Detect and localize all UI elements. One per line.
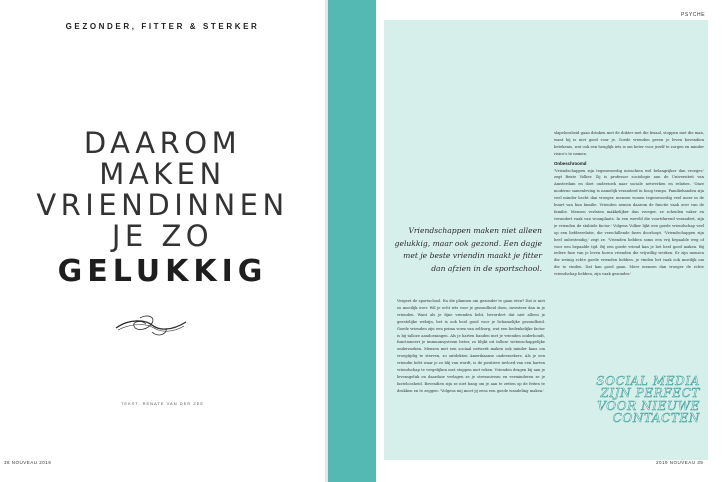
left-page bbox=[0, 0, 325, 482]
body-column-right bbox=[554, 130, 704, 360]
subheading: Onbeschroomd bbox=[554, 160, 587, 166]
headline-line-4: JE ZO bbox=[111, 219, 214, 253]
callout-line-3: VOOR NIEUWE bbox=[597, 398, 700, 413]
kicker: GEZONDER, FITTER & STERKER bbox=[65, 22, 260, 31]
callout-line-2: ZIJN PERFECT bbox=[600, 386, 700, 401]
headline-line-2: MAKEN bbox=[99, 157, 226, 191]
callout-line-4: CONTACTEN bbox=[612, 411, 700, 426]
folio-left: 38 NOUVEAU 2019 bbox=[4, 460, 52, 465]
swash-ornament-icon bbox=[112, 310, 190, 340]
folio-right: 2019 NOUVEAU 39 bbox=[656, 460, 704, 465]
callout-line-1: SOCIAL MEDIA bbox=[596, 374, 700, 388]
callout-quote bbox=[574, 375, 700, 425]
headline bbox=[0, 128, 325, 290]
column-body: 'Vriendschappen zijn tegenwoordig misschien wel belangrijker dan vroeger,' zegt Beate Volker. Zij is professor sociologie aan de Universiteit van Amsterdam en doet onderzoek naar sociale netwerken en relaties. 'Onze moderne samenleving is namelijk veranderd in hoog tempo. Familiebanden zijn veel minder hecht dan vroeger, mensen wonen tegenwoordig veel meer in de buurt van hun familie. Vrienden nemen daarom de functie vaak over van de familie. Mensen verlaten makkelijker dan vroeger, ze scheiden vaker en verandert vaak van woonplaats. In een wereld die voortdurend verandert, zijn je vrienden de stabiele factor.' Volgens Volker lijkt een goede vriendschap veel op een liefdesrelatie, die verschillende fases doorloopt. 'Vriendschappen zijn heel onbestendig,' zegt ze. 'Vrienden hebben soms een vrij bepaalde weg of voor een bepaalde tijd. Bij een goede vriend kan je het heel goed maken. Bij iedere fase van je leven horen vrienden die vrijwillig werken. Er zijn mensen die weinig echte goede vrienden hebben, je vinden het vaak ook moeilijk om die te vinden. Dat kan goed gaan. Meer mensen dan vroeger de echte vriendschap hebben, zijn vaak gezonder.' bbox=[554, 168, 704, 277]
headline-line-1: DAAROM bbox=[83, 126, 242, 160]
body-column-left: Vergeet de sportschool. En die plannen om gezonder te gaan eten? Dat is niet zo moeilijk over. Wil je echt iets voor je gezondheid doen, investeer dan in je vrienden. Want als je fijne vrienden hebt, bevordert dat niet alleen je geestelijke welzijn, het is ook heel goed voor je lichamelijke gezondheid. Goede vrienden zijn een prima vorm van zelfzorg, wat een bedenkelijke factor is bij talloze aandoeningen. Als je harten banden met je vrienden onderhoudt, functioneert je immuunsysteem beter, zo blijkt uit talloze wetenschappelijke onderzoeken. Mensen met een sociaal netwerk maken ook minder kans om vroegtijdig te sterven, zo ontdekten Amerikaanse onderzoekers. Als je een vriendin hebt waar je zo blij van wordt, is de positieve invloed van een harten vriendschap te vergelijken met stoppen met roken. Vrienden dragen bij aan je levensgeluk en daardoor verlagen ze je stressniveau en verminderen ze je lusteloosheid. Bovendien zijn ze niet bang om je aan te zetten op de feiten te drukken en te zeggen: 'Volgens mij moet jij eens een goede wandeling maken.' bbox=[397, 299, 545, 393]
author-credit: TEKST: RENATE VAN DER ZEE bbox=[120, 401, 205, 406]
teal-accent-bar bbox=[328, 0, 376, 482]
section-tag: PSYCHE bbox=[681, 12, 706, 18]
headline-bold: GELUKKIG bbox=[57, 254, 268, 289]
headline-line-3: VRIENDINNEN bbox=[36, 188, 289, 222]
column-intro: slapeloosheid gaan drinken met de dokter met die kwaal, stoppen met die man, want hij is niet goed voor je. Goede vrienden geven je leven bovendien betekenis, wat ook een heuglijk iets is om beter voor jezelf te zorgen en minder risico's te nemen. bbox=[554, 131, 704, 156]
pull-quote: Vriendschappen maken niet alleen gelukkig, maar ook gezond. Een dagje met je beste vriendin maakt je fitter dan afzien in de sportschool. bbox=[394, 226, 542, 273]
